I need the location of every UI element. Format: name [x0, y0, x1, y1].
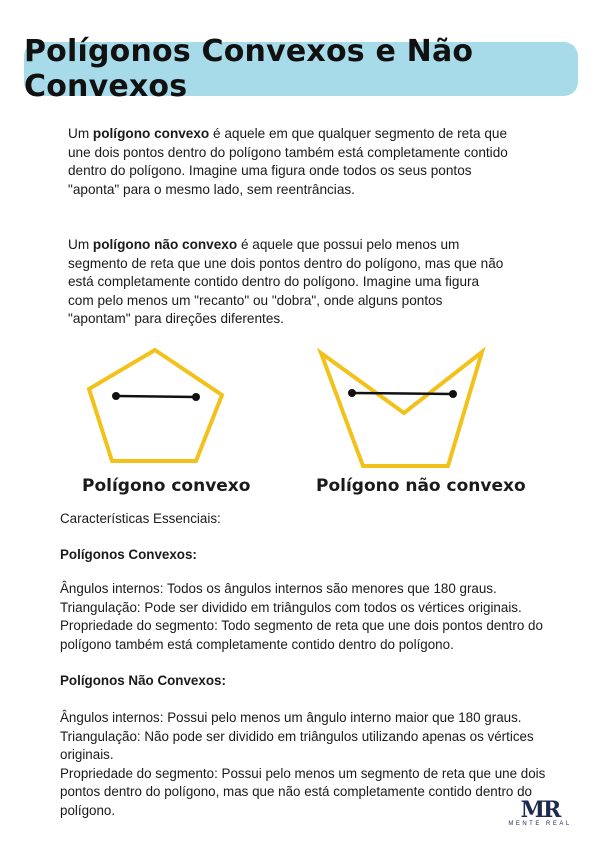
nonconvex-definition — [68, 236, 508, 329]
convex-definition — [68, 125, 508, 199]
nonconvex-def-term: polígono não convexo — [92, 237, 238, 252]
nonconvex-item: Ângulos internos: Possui pelo menos um ângulo interno maior que 180 graus. — [60, 710, 522, 725]
convex-def-pre: Um — [68, 126, 93, 141]
nonconvex-item: Triangulação: Não pode ser dividido em triângulos utilizando apenas os vértices originais. — [60, 728, 534, 762]
convex-segment-end — [192, 393, 200, 401]
convex-section-heading: Polígonos Convexos: — [60, 547, 197, 562]
nonconvex-label: Polígono não convexo — [316, 476, 526, 496]
nonconvex-def-body: é aquele que possui pelo menos um segmento de reta que une dois pontos dentro do polígono, mas que não está completamente contido dentro do polígono. Imagine uma figura com pelo menos um "recanto" ou "dobra", onde alguns pontos "apontam" para direções diferentes. — [68, 237, 504, 326]
convex-item: Ângulos internos: Todos os ângulos internos são menores que 180 graus. — [60, 581, 497, 596]
logo-mark: MR — [520, 797, 560, 823]
convex-item: Triangulação: Pode ser dividido em triângulos com todos os vértices originais. — [60, 599, 522, 615]
convex-segment-start — [112, 392, 120, 400]
logo-text: MENTE REAL — [508, 821, 572, 827]
nonconvex-segment-end — [449, 390, 457, 398]
convex-def-term: polígono convexo — [92, 126, 210, 141]
page-title: Polígonos Convexos e Não Convexos — [24, 34, 474, 104]
convex-def-body: é aquele em que qualquer segmento de reta que une dois pontos dentro do polígono também está completamente contido dentro do polígono. Imagine uma figura onde todos os seus pontos "aponta" para o mesmo lado, sem reentrâncias. — [68, 126, 508, 197]
convex-characteristics — [60, 580, 572, 654]
convex-label: Polígono convexo — [82, 476, 251, 496]
convex-pentagon — [89, 350, 222, 461]
nonconvex-item: Propriedade do segmento: Possui pelo menos um segmento de reta que une dois pontos dentro do polígono, mas que não está completamente contido dentro do polígono. — [60, 765, 546, 818]
nonconvex-def-pre: Um — [68, 237, 93, 252]
brand-logo — [508, 797, 572, 830]
nonconvex-polygon — [321, 352, 482, 466]
nonconvex-characteristics — [60, 709, 572, 823]
convex-segment — [116, 396, 196, 397]
convex-item: Propriedade do segmento: Todo segmento de reta que une dois pontos dentro do polígono também está completamente contido dentro do polígono. — [60, 618, 543, 652]
nonconvex-segment — [352, 393, 453, 394]
characteristics-heading: Características Essenciais: — [60, 511, 221, 526]
nonconvex-section-heading: Polígonos Não Convexos: — [60, 673, 226, 688]
nonconvex-segment-start — [348, 389, 356, 397]
title-banner — [24, 34, 578, 104]
